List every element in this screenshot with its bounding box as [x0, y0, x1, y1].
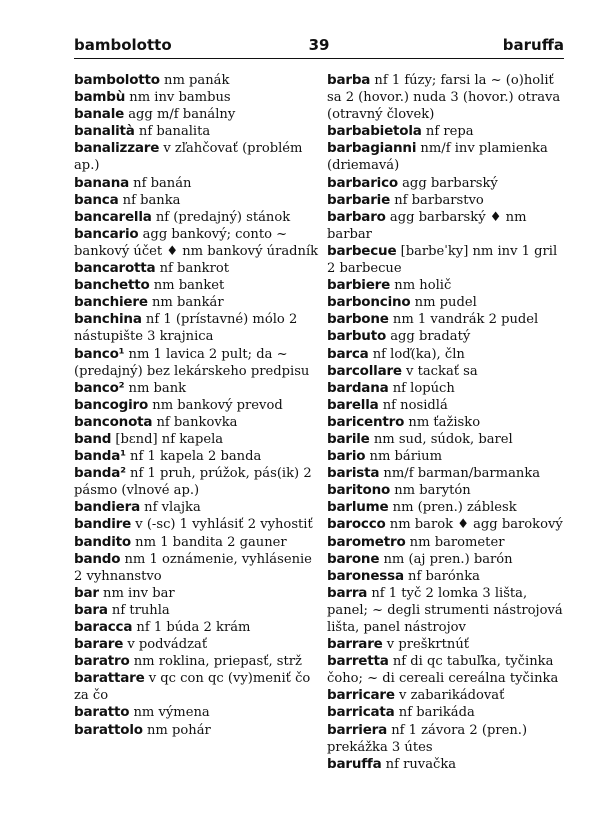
dictionary-entry: [327, 568, 567, 585]
dictionary-entry: [327, 192, 567, 209]
headword: barile: [327, 430, 370, 447]
definition: nm bárium: [365, 449, 443, 465]
definition: agg barbarský ♦ nm barbar: [327, 209, 527, 242]
definition: agg m/f banálny: [124, 107, 236, 123]
definition: nm bank: [124, 380, 187, 396]
headword: banco¹: [74, 345, 125, 362]
headword: banconota: [74, 413, 153, 430]
definition: nf 1 závora 2 (pren.) prekážka 3 útes: [327, 722, 528, 755]
definition: nf 1 búda 2 krám: [132, 620, 251, 635]
definition: nf di qc tabuľka, tyčinka čoho; ~ di cereali cereálna tyčinka: [327, 654, 559, 687]
dictionary-entry: [327, 499, 567, 516]
headword: barboncino: [327, 294, 411, 311]
definition: nm holič: [390, 278, 452, 294]
dictionary-entry: [74, 72, 324, 89]
dictionary-entry: [327, 414, 567, 431]
dictionary-entry: [74, 704, 324, 721]
headword: barone: [327, 550, 380, 567]
dictionary-entry: [327, 277, 567, 294]
dictionary-entry: [327, 756, 567, 773]
dictionary-entry: [74, 414, 324, 431]
definition: nf 1 (prístavné) mólo 2 nástupište 3 krajnica: [74, 312, 298, 345]
dictionary-entry: [74, 175, 324, 192]
dictionary-entry: [74, 585, 324, 602]
headword: barella: [327, 396, 379, 413]
dictionary-entry: [74, 636, 324, 653]
definition: v zľahčovať (problém ap.): [74, 141, 303, 174]
definition: agg bradatý: [386, 329, 471, 345]
headword: banca: [74, 191, 119, 208]
dictionary-entry: [327, 123, 567, 140]
headword: baritono: [327, 482, 391, 499]
definition: nm bankový prevod: [148, 397, 283, 413]
definition: v tackať sa: [401, 363, 478, 379]
headword: barbabietola: [327, 123, 422, 140]
dictionary-entry: [74, 397, 324, 414]
dictionary-entry: [327, 534, 567, 551]
definition: v (-sc) 1 vyhlásiť 2 vyhostiť: [131, 517, 313, 533]
headword: banchina: [74, 311, 142, 328]
dictionary-entry: [327, 516, 567, 533]
definition: nf banán: [129, 175, 192, 191]
definition: nm ťažisko: [404, 414, 481, 430]
headword: barricare: [327, 687, 395, 704]
definition: v qc con qc (vy)meniť čo za čo: [74, 671, 311, 704]
dictionary-entry: [327, 448, 567, 465]
headword: bara: [74, 601, 108, 618]
dictionary-entry: [327, 72, 567, 123]
definition: nf 1 fúzy; farsi la ~ (o)holiť sa 2 (hovor.) nuda 3 (hovor.) otrava (otravný človek): [327, 73, 561, 123]
definition: agg barbarský: [397, 175, 498, 191]
definition: nm/f inv plamienka (driemavá): [327, 141, 548, 174]
dictionary-entry: [327, 328, 567, 345]
definition: nm barok ♦ agg barokový: [385, 517, 563, 533]
dictionary-entry: [74, 192, 324, 209]
headword: baruffa: [327, 755, 382, 772]
headword: barbarico: [327, 174, 398, 191]
dictionary-entry: [327, 209, 567, 243]
definition: nf loď(ka), čln: [368, 346, 465, 362]
definition: nm (aj pren.) barón: [379, 551, 513, 567]
dictionary-entry: [74, 89, 324, 106]
headword: barbiere: [327, 277, 391, 294]
definition: nm 1 vandrák 2 pudel: [388, 312, 539, 328]
headword: barattolo: [74, 721, 143, 738]
headword: barricata: [327, 704, 395, 721]
definition: nm (pren.) záblesk: [388, 500, 517, 516]
headword: barba: [327, 72, 371, 88]
dictionary-entry: [74, 346, 324, 380]
definition: nf vlajka: [140, 500, 201, 516]
definition: v zabarikádovať: [394, 688, 505, 704]
dictionary-entry: [327, 294, 567, 311]
definition: nf nosidlá: [378, 397, 448, 413]
definition: nf repa: [421, 124, 474, 140]
dictionary-entry: [74, 209, 324, 226]
definition: nm 1 bandita 2 gauner: [131, 534, 287, 550]
headword: barbone: [327, 311, 389, 328]
headword: barrare: [327, 636, 383, 653]
headword: barra: [327, 584, 368, 601]
headword: bando: [74, 550, 121, 567]
left-column: [74, 72, 324, 739]
headword: bancarotta: [74, 260, 156, 277]
dictionary-entry: [74, 277, 324, 294]
definition: v preškrtnúť: [382, 637, 470, 653]
dictionary-entry: [327, 636, 567, 653]
dictionary-entry: [327, 551, 567, 568]
dictionary-entry: [74, 653, 324, 670]
headword: banchetto: [74, 277, 150, 294]
definition: [bɛnd] nf kapela: [111, 431, 224, 447]
definition: nf 1 tyč 2 lomka 3 lišta, panel; ~ degli strumenti nástrojová lišta, panel nástrojov: [327, 585, 563, 635]
dictionary-entry: [327, 175, 567, 192]
headword: bandito: [74, 533, 132, 550]
headword: bancarella: [74, 208, 152, 225]
definition: nm inv bambus: [125, 90, 231, 106]
dictionary-entry: [74, 722, 324, 739]
headword: bandiera: [74, 499, 140, 516]
dictionary-entry: [327, 482, 567, 499]
definition: nm pudel: [410, 295, 477, 311]
dictionary-entry: [327, 722, 567, 756]
definition: nm barometer: [405, 534, 505, 550]
dictionary-entry: [327, 431, 567, 448]
page-number: 39: [308, 36, 330, 54]
dictionary-entry: [74, 551, 324, 585]
dictionary-entry: [74, 448, 324, 465]
headword: barriera: [327, 721, 388, 738]
headword: barare: [74, 636, 124, 653]
headword: band: [74, 430, 112, 447]
dictionary-entry: [327, 363, 567, 380]
headword: baronessa: [327, 567, 404, 584]
dictionary-entry: [74, 516, 324, 533]
definition: nf (predajný) stánok: [151, 209, 291, 225]
dictionary-entry: [74, 123, 324, 140]
dictionary-entry: [74, 260, 324, 277]
dictionary-entry: [74, 670, 324, 704]
headword: barattare: [74, 670, 145, 687]
dictionary-entry: [327, 397, 567, 414]
definition: nf bankovka: [152, 414, 238, 430]
dictionary-entry: [74, 465, 324, 499]
definition: nm/f barman/barmanka: [379, 466, 541, 482]
headword: barretta: [327, 653, 389, 670]
headword: bandire: [74, 516, 132, 533]
dictionary-entry: [74, 311, 324, 345]
headword: banana: [74, 174, 130, 191]
dictionary-entry: [327, 653, 567, 687]
headword: bancario: [74, 225, 139, 242]
headword: barbagianni: [327, 140, 417, 157]
definition: nm bankár: [147, 295, 224, 311]
dictionary-entry: [74, 619, 324, 636]
dictionary-entry: [327, 585, 567, 636]
definition: nf banalita: [134, 124, 211, 140]
definition: nf 1 kapela 2 banda: [125, 449, 262, 465]
headword: barlume: [327, 499, 389, 516]
header-left-guideword: bambolotto: [74, 36, 172, 54]
headword: baracca: [74, 619, 133, 635]
headword: baratro: [74, 653, 130, 670]
dictionary-entry: [74, 431, 324, 448]
page-header: [74, 32, 564, 59]
headword: barocco: [327, 516, 386, 533]
headword: baricentro: [327, 413, 405, 430]
headword: barometro: [327, 533, 406, 550]
dictionary-entry: [74, 294, 324, 311]
headword: banda¹: [74, 448, 126, 465]
headword: barbarie: [327, 191, 391, 208]
definition: nm panák: [159, 73, 230, 88]
definition: nf bankrot: [155, 261, 230, 277]
headword: baratto: [74, 704, 130, 721]
definition: nf barónka: [403, 568, 480, 584]
headword: barca: [327, 345, 369, 362]
definition: nm 1 lavica 2 pult; da ~ (predajný) bez lekárskeho predpisu: [74, 346, 310, 379]
dictionary-entry: [74, 499, 324, 516]
headword: barcollare: [327, 362, 402, 379]
dictionary-entry: [327, 380, 567, 397]
definition: nf 1 pruh, prúžok, pás(ik) 2 pásmo (vlnové ap.): [74, 466, 312, 499]
definition: nf barikáda: [394, 705, 475, 721]
dictionary-entry: [327, 687, 567, 704]
right-column: [327, 72, 567, 773]
headword: bambolotto: [74, 72, 160, 88]
dictionary-entry: [327, 465, 567, 482]
dictionary-entry: [327, 311, 567, 328]
headword: barbaro: [327, 208, 386, 225]
headword: barbuto: [327, 328, 387, 345]
definition: nm inv bar: [98, 585, 175, 601]
dictionary-entry: [327, 704, 567, 721]
dictionary-entry: [327, 140, 567, 174]
headword: bancogiro: [74, 396, 149, 413]
dictionary-entry: [327, 243, 567, 277]
dictionary-entry: [74, 602, 324, 619]
definition: nm barytón: [390, 483, 471, 499]
dictionary-entry: [74, 140, 324, 174]
headword: banale: [74, 106, 125, 123]
header-right-guideword: baruffa: [502, 36, 564, 54]
dictionary-entry: [74, 106, 324, 123]
definition: agg bankový; conto ~ bankový účet ♦ nm bankový úradník: [74, 226, 319, 259]
definition: nm sud, súdok, barel: [369, 431, 513, 447]
headword: bar: [74, 584, 99, 601]
dictionary-entry: [74, 380, 324, 397]
definition: [barbeˈky] nm inv 1 gril 2 barbecue: [327, 243, 558, 277]
headword: banco²: [74, 379, 125, 396]
dictionary-entry: [74, 534, 324, 551]
headword: bardana: [327, 379, 389, 396]
definition: nf banka: [118, 192, 181, 208]
definition: nm výmena: [129, 705, 210, 721]
definition: nm pohár: [142, 722, 211, 738]
headword: bario: [327, 448, 366, 465]
definition: nf ruvačka: [381, 756, 457, 772]
definition: nf lopúch: [388, 380, 455, 396]
dictionary-entry: [74, 226, 324, 260]
definition: v podvádzať: [123, 637, 208, 653]
headword: bambù: [74, 89, 126, 106]
headword: banalizzare: [74, 140, 160, 157]
definition: nm 1 oznámenie, vyhlásenie 2 vyhnanstvo: [74, 551, 312, 584]
headword: banda²: [74, 465, 126, 482]
definition: nf truhla: [107, 602, 170, 618]
headword: banchiere: [74, 294, 148, 311]
definition: nm roklina, priepasť, strž: [129, 654, 302, 670]
headword: barista: [327, 465, 380, 482]
dictionary-entry: [327, 346, 567, 363]
definition: nm banket: [149, 278, 225, 294]
headword: barbecue: [327, 242, 397, 259]
headword: banalità: [74, 123, 135, 140]
definition: nf barbarstvo: [390, 192, 484, 208]
